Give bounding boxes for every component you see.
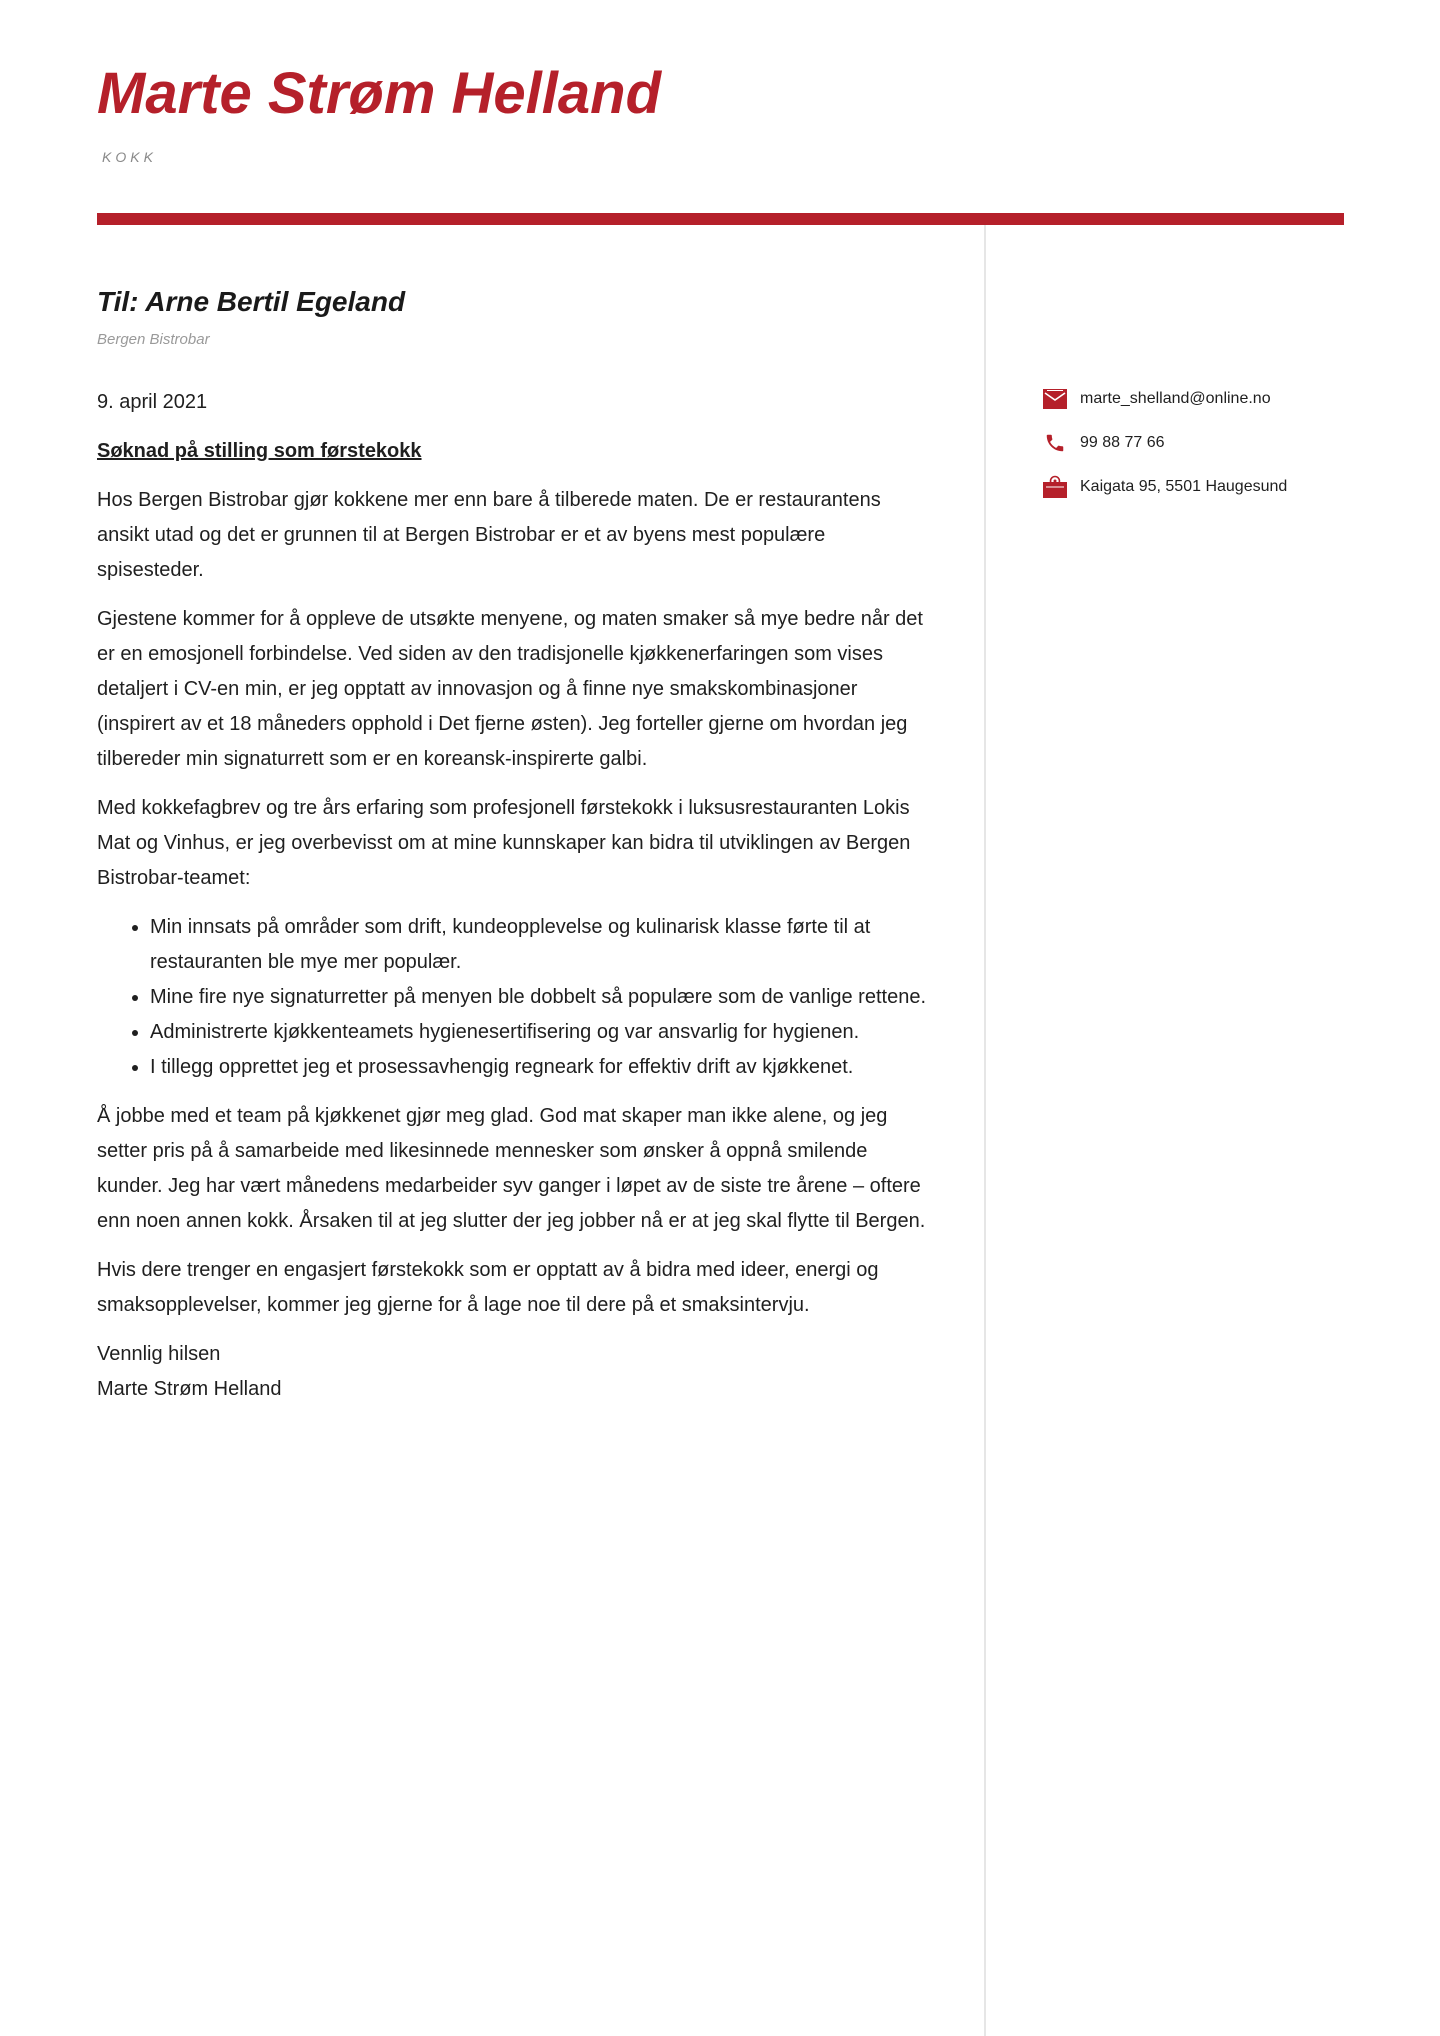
list-item: • I tillegg opprettet jeg et prosessavhengig regneark for effektiv drift av kjøkkenet. xyxy=(150,1050,927,1085)
envelope-icon xyxy=(1042,387,1068,411)
letter-paragraph: Med kokkefagbrev og tre års erfaring som profesjonell førstekokk i luksusrestauranten Lokis Mat og Vinhus, er jeg overbevisst om at mine kunnskaper kan bidra til utviklingen av Bergen Bistrobar-teamet: xyxy=(97,797,911,889)
letter-closing: Vennlig hilsen xyxy=(97,1343,221,1365)
letter-paragraph: Hvis dere trenger en engasjert førstekokk som er opptatt av å bidra med ideer, energi og smaksopplevelser, kommer jeg gjerne for å lage noe til dere på et smaksintervju. xyxy=(97,1259,879,1316)
contact-phone-text: 99 88 77 66 xyxy=(1080,434,1165,451)
header-divider xyxy=(97,213,1344,225)
letter-body xyxy=(97,385,927,1407)
contact-email-text: marte_shelland@online.no xyxy=(1080,390,1271,407)
applicant-role: KOKK xyxy=(102,149,157,165)
letter-signature: Marte Strøm Helland xyxy=(97,1378,282,1400)
letter-paragraph: Gjestene kommer for å oppleve de utsøkte menyene, og maten smaker så mye bedre når det er en emosjonell forbindelse. Ved siden av den tradisjonelle kjøkkenerfaringen som vises detaljert i CV-en min, er jeg opptatt av innovasjon og å finne nye smakskombinasjoner (inspirert av et 18 måneders opphold i Det fjerne østen). Jeg forteller gjerne om hvordan jeg tilbereder min signaturrett som er en koreansk-inspirerte galbi. xyxy=(97,608,923,770)
list-item: • Min innsats på områder som drift, kundeopplevelse og kulinarisk klasse førte til at restauranten ble mye mer populær. xyxy=(150,910,927,980)
contact-email[interactable] xyxy=(1042,385,1402,413)
phone-icon xyxy=(1042,431,1068,455)
recipient-block xyxy=(97,285,917,348)
letter-paragraph: Hos Bergen Bistrobar gjør kokkene mer enn bare å tilberede maten. De er restaurantens ansikt utad og det er grunnen til at Bergen Bistrobar er et av byens mest populære spisesteder. xyxy=(97,489,881,581)
contact-block xyxy=(1042,385,1402,517)
applicant-name: Marte Strøm Helland xyxy=(97,61,661,126)
contact-address-text: Kaigata 95, 5501 Haugesund xyxy=(1080,478,1288,495)
letter-date: 9. april 2021 xyxy=(97,391,208,413)
contact-phone[interactable] xyxy=(1042,429,1402,457)
contact-address[interactable] xyxy=(1042,473,1402,501)
letter-subject: Søknad på stilling som førstekokk xyxy=(97,440,422,462)
list-item: • Mine fire nye signaturretter på menyen ble dobbelt så populære som de vanlige rettene. xyxy=(150,980,927,1015)
column-divider xyxy=(984,225,986,2036)
recipient-name: Til: Arne Bertil Egeland xyxy=(97,286,406,317)
recipient-company: Bergen Bistrobar xyxy=(97,330,210,348)
letter-paragraph: Å jobbe med et team på kjøkkenet gjør meg glad. God mat skaper man ikke alene, og jeg setter pris på å samarbeide med likesinnede mennesker som ønsker å oppnå smilende kunder. Jeg har vært månedens medarbeider syv ganger i løpet av de siste tre årene – oftere enn noen annen kokk. Årsaken til at jeg slutter der jeg jobber nå er at jeg skal flytte til Bergen. xyxy=(97,1105,926,1232)
location-icon xyxy=(1042,475,1068,499)
achievement-list xyxy=(97,910,927,1085)
list-item: • Administrerte kjøkkenteamets hygienesertifisering og var ansvarlig for hygienen. xyxy=(150,1015,927,1050)
